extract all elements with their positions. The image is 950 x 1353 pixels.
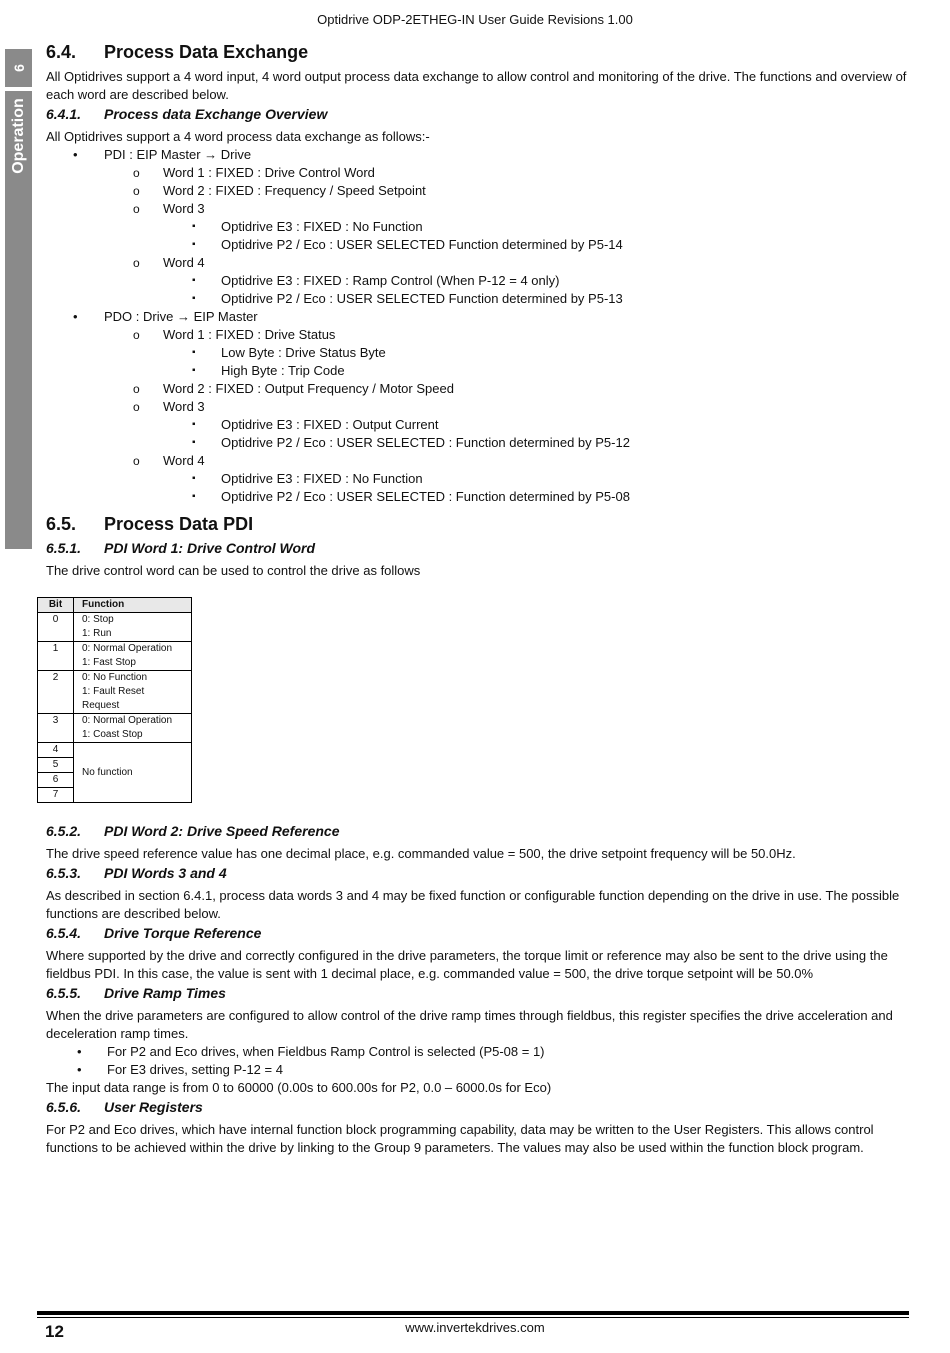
list-item: • For E3 drives, setting P-12 = 4 <box>46 1061 908 1079</box>
pdi-pdo-list <box>46 146 908 506</box>
table-row <box>38 714 192 743</box>
paragraph-6-5-2: The drive speed reference value has one decimal place, e.g. commanded value = 500, the drive setpoint frequency will be 50.0Hz. <box>46 846 796 861</box>
list-item: ▪ High Byte : Trip Code <box>46 362 908 380</box>
column-header-function: Function <box>74 598 192 613</box>
list-item: o Word 3 <box>46 398 908 416</box>
footer-rule-thin <box>37 1317 909 1318</box>
table-row <box>38 642 192 671</box>
heading-6-5-5: 6.5.5. Drive Ramp Times <box>46 985 226 1001</box>
heading-6-5-6: 6.5.6. User Registers <box>46 1099 203 1115</box>
bit-cell: 3 <box>38 714 74 743</box>
paragraph-input-range: The input data range is from 0 to 60000 (0.00s to 600.00s for P2, 0.0 – 6000.0s for Eco) <box>46 1080 552 1095</box>
table-row <box>38 743 192 758</box>
list-item: o Word 2 : FIXED : Output Frequency / Motor Speed <box>46 380 908 398</box>
list-item-pdo: • PDO : Drive → EIP Master <box>46 308 908 326</box>
function-cell: 0: Normal Operation 1: Fast Stop <box>74 642 192 671</box>
paragraph-6-4-1: All Optidrives support a 4 word process data exchange as follows:- <box>46 129 430 144</box>
list-item: ▪ Optidrive P2 / Eco : USER SELECTED Function determined by P5-14 <box>46 236 908 254</box>
list-item: o Word 4 <box>46 452 908 470</box>
paragraph-6-5-4: Where supported by the drive and correctly configured in the drive parameters, the torque limit or reference may also be sent to the drive using the fieldbus PDI. In this case, the value is sent with 1 decimal place, e.g. commanded value = 500, the drive torque setpoint will be 50.0% <box>46 948 888 981</box>
chapter-number: 6 <box>5 49 32 87</box>
heading-6-5-4: 6.5.4. Drive Torque Reference <box>46 925 262 941</box>
bit-cell: 6 <box>38 773 74 788</box>
bit-cell: 5 <box>38 758 74 773</box>
paragraph-6-4: All Optidrives support a 4 word input, 4 word output process data exchange to allow control and monitoring of the drive. The functions and overview of each word are described below. <box>46 69 907 102</box>
heading-6-5-3: 6.5.3. PDI Words 3 and 4 <box>46 865 227 881</box>
list-item: ▪ Low Byte : Drive Status Byte <box>46 344 908 362</box>
heading-6-4: 6.4. Process Data Exchange <box>46 42 309 62</box>
column-header-bit: Bit <box>38 598 74 613</box>
list-item: ▪ Optidrive P2 / Eco : USER SELECTED : Function determined by P5-12 <box>46 434 908 452</box>
list-item: o Word 1 : FIXED : Drive Control Word <box>46 164 908 182</box>
bit-cell: 7 <box>38 788 74 803</box>
list-item: o Word 1 : FIXED : Drive Status <box>46 326 908 344</box>
function-cell: 0: Normal Operation 1: Coast Stop <box>74 714 192 743</box>
paragraph-6-5-5: When the drive parameters are configured to allow control of the drive ramp times through fieldbus, this register specifies the drive acceleration and deceleration ramp times. <box>46 1008 893 1041</box>
list-item: o Word 4 <box>46 254 908 272</box>
control-word-table <box>37 597 192 803</box>
heading-6-4-1: 6.4.1. Process data Exchange Overview <box>46 106 328 122</box>
heading-6-5-1: 6.5.1. PDI Word 1: Drive Control Word <box>46 540 316 556</box>
page-content <box>46 40 908 1157</box>
table-row <box>38 671 192 714</box>
bit-cell: 4 <box>38 743 74 758</box>
no-function-cell: No function <box>74 743 192 803</box>
list-item-pdi: • PDI : EIP Master → Drive <box>46 146 908 164</box>
bit-cell: 2 <box>38 671 74 714</box>
list-item: o Word 3 <box>46 200 908 218</box>
table-row <box>38 613 192 642</box>
bit-cell: 1 <box>38 642 74 671</box>
list-item: ▪ Optidrive P2 / Eco : USER SELECTED Function determined by P5-13 <box>46 290 908 308</box>
bit-cell: 0 <box>38 613 74 642</box>
list-item: o Word 2 : FIXED : Frequency / Speed Setpoint <box>46 182 908 200</box>
footer-rule <box>37 1311 909 1315</box>
chapter-side-tab <box>5 49 32 549</box>
function-cell: 0: No Function 1: Fault Reset Request <box>74 671 192 714</box>
list-item: ▪ Optidrive E3 : FIXED : Output Current <box>46 416 908 434</box>
paragraph-6-5-3: As described in section 6.4.1, process data words 3 and 4 may be fixed function or configurable function depending on the drive in use. The possible functions are described below. <box>46 888 900 921</box>
paragraph-6-5-1: The drive control word can be used to control the drive as follows <box>46 563 421 578</box>
list-item: • For P2 and Eco drives, when Fieldbus Ramp Control is selected (P5-08 = 1) <box>46 1043 908 1061</box>
heading-6-5-2: 6.5.2. PDI Word 2: Drive Speed Reference <box>46 823 340 839</box>
list-item: ▪ Optidrive E3 : FIXED : Ramp Control (When P-12 = 4 only) <box>46 272 908 290</box>
page-number: 12 <box>45 1322 64 1341</box>
list-item: ▪ Optidrive E3 : FIXED : No Function <box>46 470 908 488</box>
footer-url: www.invertekdrives.com <box>405 1320 545 1335</box>
page-header: Optidrive ODP-2ETHEG-IN User Guide Revisions 1.00 <box>317 12 633 27</box>
ramp-times-list <box>46 1043 908 1079</box>
table-header-row <box>38 598 192 613</box>
paragraph-6-5-6: For P2 and Eco drives, which have internal function block programming capability, data may be written to the User Registers. This allows control functions to be achieved within the drive by linking to the Group 9 parameters. The values may also be used within the function block program. <box>46 1122 874 1155</box>
chapter-label: Operation <box>9 98 27 174</box>
list-item: ▪ Optidrive P2 / Eco : USER SELECTED : Function determined by P5-08 <box>46 488 908 506</box>
function-cell: 0: Stop 1: Run <box>74 613 192 642</box>
list-item: ▪ Optidrive E3 : FIXED : No Function <box>46 218 908 236</box>
heading-6-5: 6.5. Process Data PDI <box>46 514 254 534</box>
